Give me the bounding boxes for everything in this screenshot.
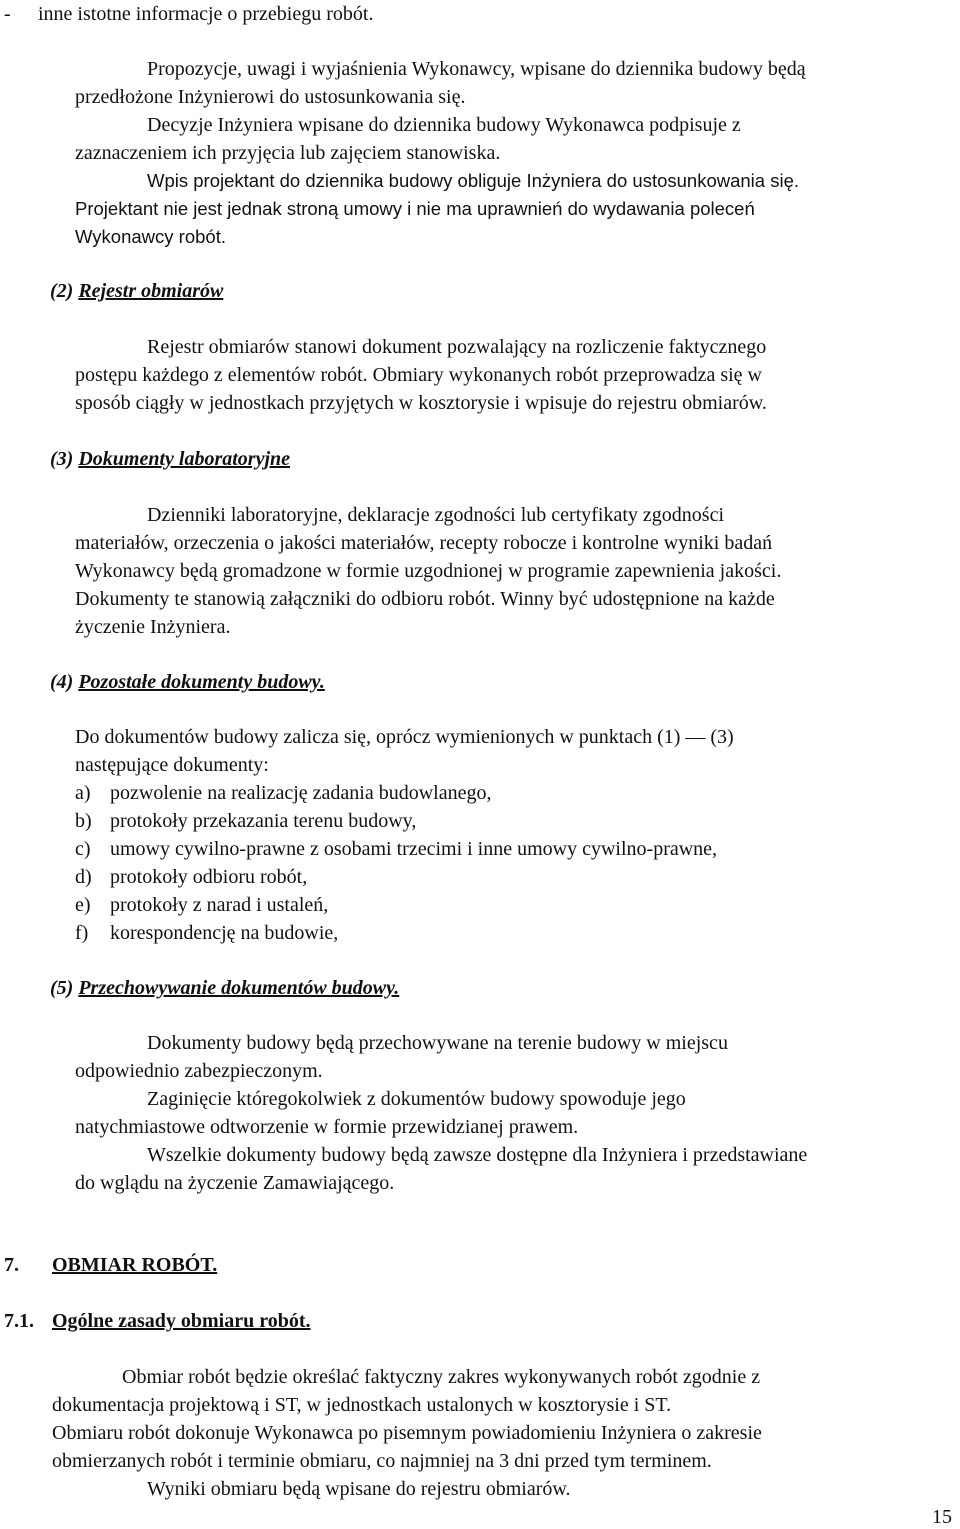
paragraph-line: Obmiaru robót dokonuje Wykonawca po pisemnym powiadomieniu Inżyniera o zakresie bbox=[52, 1422, 762, 1444]
section-title: Przechowywanie dokumentów budowy. bbox=[78, 977, 400, 999]
paragraph-line: Projektant nie jest jednak stroną umowy i nie ma uprawnień do wydawania poleceń bbox=[75, 198, 755, 219]
section-heading-5 bbox=[50, 976, 399, 1000]
section-heading-3 bbox=[50, 447, 290, 471]
list-item-label: f) bbox=[75, 922, 89, 944]
paragraph-line: Do dokumentów budowy zalicza się, oprócz wymienionych w punktach (1) — (3) bbox=[75, 726, 734, 748]
list-item: umowy cywilno-prawne z osobami trzecimi i inne umowy cywilno-prawne, bbox=[110, 838, 718, 860]
paragraph-line: Obmiar robót będzie określać faktyczny zakres wykonywanych robót zgodnie z bbox=[122, 1366, 761, 1388]
list-item: protokoły z narad i ustaleń, bbox=[110, 894, 329, 916]
chapter-title: OBMIAR ROBÓT. bbox=[52, 1254, 218, 1276]
section-heading-2 bbox=[50, 279, 223, 303]
list-item-label: e) bbox=[75, 894, 91, 916]
section-title: Dokumenty laboratoryjne bbox=[78, 448, 290, 470]
paragraph-line: natychmiastowe odtworzenie w formie przewidzianej prawem. bbox=[75, 1116, 579, 1138]
paragraph-line: przedłożone Inżynierowi do ustosunkowania się. bbox=[75, 86, 466, 108]
list-item-label: c) bbox=[75, 838, 91, 860]
paragraph-line: Dokumenty budowy będą przechowywane na terenie budowy w miejscu bbox=[147, 1032, 728, 1054]
paragraph-line: odpowiednio zabezpieczonym. bbox=[75, 1060, 323, 1082]
section-number: (3) bbox=[50, 448, 74, 470]
list-item-label: a) bbox=[75, 782, 91, 804]
paragraph-line: Rejestr obmiarów stanowi dokument pozwalający na rozliczenie faktycznego bbox=[147, 336, 767, 358]
list-item-label: b) bbox=[75, 810, 92, 832]
section-heading-4 bbox=[50, 670, 325, 694]
paragraph-line: Propozycje, uwagi i wyjaśnienia Wykonawcy, wpisane do dziennika budowy będą bbox=[147, 58, 806, 80]
section-title: Pozostałe dokumenty budowy. bbox=[78, 671, 325, 693]
chapter-number: 7. bbox=[4, 1254, 19, 1276]
paragraph-line: postępu każdego z elementów robót. Obmiary wykonanych robót przeprowadza się w bbox=[75, 364, 763, 386]
paragraph-line: zaznaczeniem ich przyjęcia lub zajęciem stanowiska. bbox=[75, 142, 501, 164]
paragraph-line: obmierzanych robót i terminie obmiaru, co najmniej na 3 dni przed tym terminem. bbox=[52, 1450, 712, 1472]
paragraph-line: Dzienniki laboratoryjne, deklaracje zgodności lub certyfikaty zgodności bbox=[147, 504, 725, 526]
list-item: pozwolenie na realizację zadania budowlanego, bbox=[110, 782, 492, 804]
bullet-dash: - bbox=[4, 3, 11, 25]
section-number: (5) bbox=[50, 977, 74, 999]
paragraph-line: Wszelkie dokumenty budowy będą zawsze dostępne dla Inżyniera i przedstawiane bbox=[147, 1144, 808, 1166]
paragraph-line: Wykonawcy robót. bbox=[75, 226, 226, 247]
paragraph-line: Zaginięcie któregokolwiek z dokumentów budowy spowoduje jego bbox=[147, 1088, 686, 1110]
paragraph-line: Wyniki obmiaru będą wpisane do rejestru obmiarów. bbox=[147, 1478, 571, 1500]
paragraph-line: dokumentacja projektową i ST, w jednostkach ustalonych w kosztorysie i ST. bbox=[52, 1394, 672, 1416]
paragraph-line: Wpis projektant do dziennika budowy obliguje Inżyniera do ustosunkowania się. bbox=[147, 170, 799, 191]
list-item: protokoły odbioru robót, bbox=[110, 866, 308, 888]
section-number: (4) bbox=[50, 671, 74, 693]
list-item-label: d) bbox=[75, 866, 92, 888]
subchapter-title: Ogólne zasady obmiaru robót. bbox=[52, 1310, 311, 1332]
paragraph-line: Decyzje Inżyniera wpisane do dziennika budowy Wykonawca podpisuje z bbox=[147, 114, 741, 136]
paragraph-line: do wglądu na życzenie Zamawiającego. bbox=[75, 1172, 395, 1194]
subchapter-number: 7.1. bbox=[4, 1310, 34, 1332]
paragraph-line: Dokumenty te stanowią załączniki do odbioru robót. Winny być udostępnione na każde bbox=[75, 588, 775, 610]
section-title: Rejestr obmiarów bbox=[78, 280, 224, 302]
paragraph-line: sposób ciągły w jednostkach przyjętych w kosztorysie i wpisuje do rejestru obmiarów. bbox=[75, 392, 767, 414]
paragraph-line: życzenie Inżyniera. bbox=[75, 616, 231, 638]
bullet-text: inne istotne informacje o przebiegu robót. bbox=[38, 3, 374, 25]
section-number: (2) bbox=[50, 280, 74, 302]
page-number: 15 bbox=[932, 1506, 952, 1528]
paragraph-line: Wykonawcy będą gromadzone w formie uzgodnionej w programie zapewnienia jakości. bbox=[75, 560, 782, 582]
list-item: protokoły przekazania terenu budowy, bbox=[110, 810, 417, 832]
list-item: korespondencję na budowie, bbox=[110, 922, 339, 944]
paragraph-line: materiałów, orzeczenia o jakości materiałów, recepty robocze i kontrolne wyniki badań bbox=[75, 532, 773, 554]
paragraph-line: następujące dokumenty: bbox=[75, 754, 269, 776]
